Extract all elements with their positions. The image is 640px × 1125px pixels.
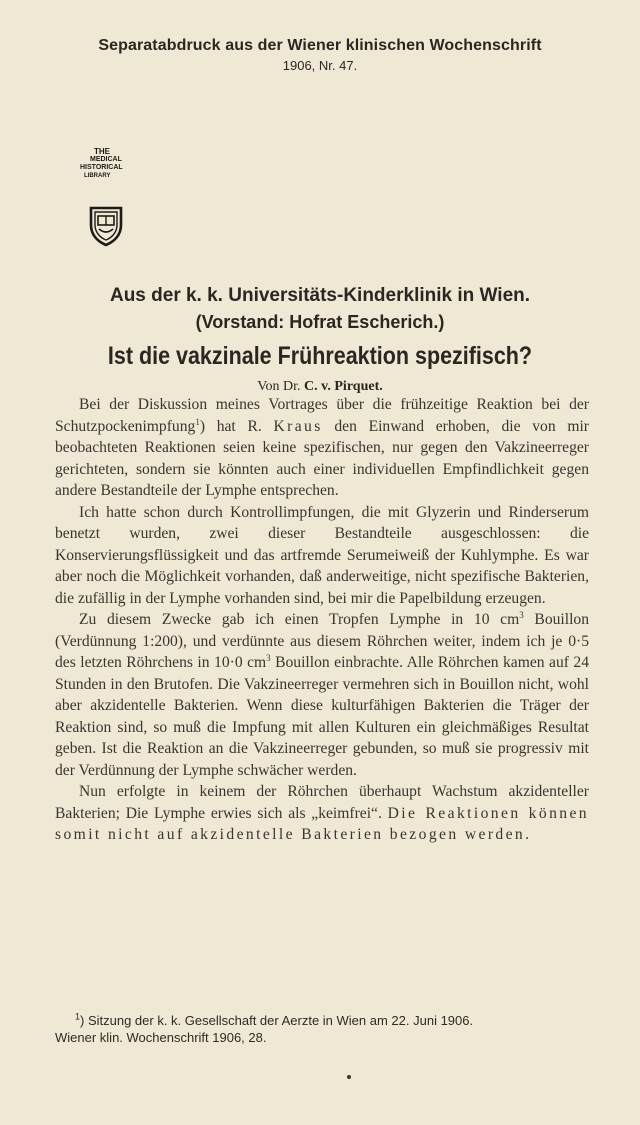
spaced-conclusion: Die Reaktionen können somit nicht auf akzidentelle Bakterien bezogen werden. [55, 804, 589, 843]
author-name: C. v. Pirquet. [304, 379, 383, 394]
institution-heading [40, 284, 600, 334]
reprint-header [40, 36, 600, 75]
footnote-marker: 1 [75, 1011, 81, 1022]
article-title: Ist die vakzinale Frühreaktion spezifisch? [107, 342, 533, 370]
article-body [55, 394, 589, 846]
reprint-issue: 1906, Nr. 47. [282, 58, 358, 73]
footnote: $^1$) Sitzung der k. k. Gesellschaft der Aerzte in Wien am 22. Juni 1906. Wiener klin. Wochenschrift 1906, 28. [55, 1011, 474, 1045]
reprint-source: Separatabdruck aus der Wiener klinischen Wochenschrift [98, 37, 542, 54]
paragraph-4: Nun erfolgte in keinem der Röhrchen überhaupt Wachstum akzidenteller Bakterien; Die Lymphe erwies sich als „keimfrei“. Die Reaktionen können somit nicht auf akzidentelle Bakterien bezogen werden. [55, 783, 589, 843]
library-crest-icon [89, 205, 123, 247]
paragraph-1: Bei der Diskussion meines Vortrages über die frühzeitige Reaktion bei der Schutzpockenimpfung$^1$) hat R. Kraus den Einwand erhoben, die von mir beobachteten Reaktionen seien keine spezifischen, nur gegen den Vakzineerreger gerichteten, sondern sie könnten auch einer individuellen Empfindlichkeit gegen andere Bestandteile der Lymphe entsprechen. [55, 396, 589, 499]
spaced-name-kraus: Kraus [273, 417, 323, 435]
paragraph-2: Ich hatte schon durch Kontrollimpfungen, die mit Glyzerin und Rinderserum benetzt wurden, zwei dieser Bestandteile ausgeschlossen: die Konservierungsflüssigkeit und das artfremde Serumeiweiß der Kuhlymphe. Es war aber noch die Möglichkeit vorhanden, daß anderweitige, nicht spezifische Bakterien, die zufällig in der Lymphe vorhanden sind, bei mir die Papelbildung erzeugen. [55, 503, 589, 607]
institution-director: (Vorstand: Hofrat Escherich.) [195, 312, 445, 332]
ink-dot [347, 1075, 351, 1079]
footnote-ref: 1 [195, 416, 200, 427]
paragraph-3: Zu diesem Zwecke gab ich einen Tropfen Lymphe in 10 $cm^3$ Bouillon (Verdünnung 1:200), und verdünnte aus diesem Röhrchen weiter, indem ich je 0·5 des letzten Röhrchens in 10·0 $cm^3$ Bouillon einbrachte. Alle Röhrchen kamen auf 24 Stunden in den Brutofen. Die Vakzineerreger vermehren sich in Bouillon nicht, wohl aber akzidentelle Bakterien. Wenn diese kulturfähigen Bakterien die Träger der Reaktion sind, so muß die Impfung mit allen Kulturen ein gleichmäßiges Resultat geben. Ist die Reaktion an die Vakzineerreger gebunden, so muß sie progressiv mit der Verdünnung der Lymphe schwächer werden. [55, 609, 590, 779]
institution-name: Aus der k. k. Universitäts-Kinderklinik in Wien. [109, 285, 531, 306]
library-stamp: THE MEDICAL HISTORICAL LIBRARY [80, 147, 123, 179]
author-prefix: Von Dr. [257, 379, 305, 394]
